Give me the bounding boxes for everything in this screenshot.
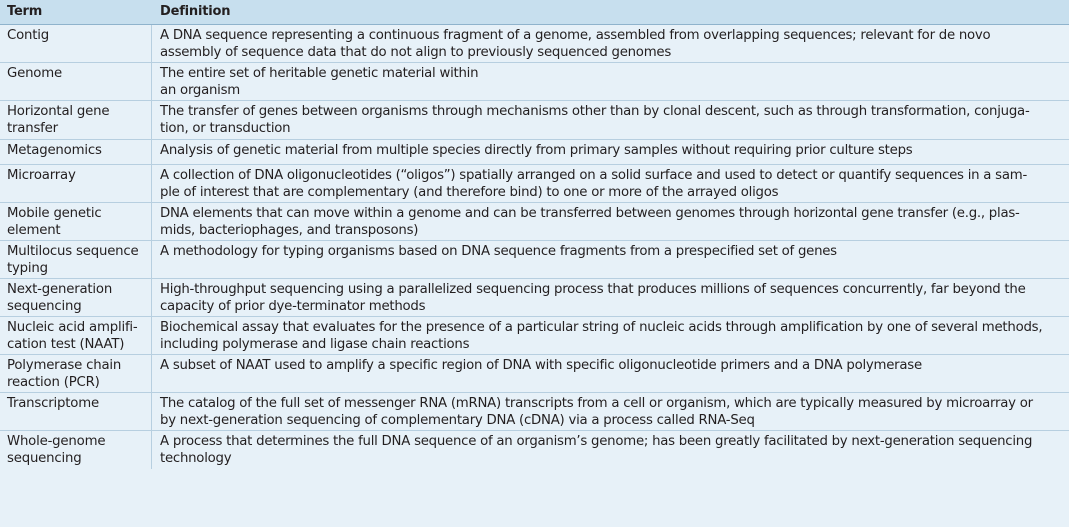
table-row [0, 63, 1069, 101]
definition-cell: A subset of NAAT used to amplify a specific region of DNA with specific oligonucleotide primers and a DNA polymerase [160, 358, 922, 373]
term-cell: Polymerase chain reaction (PCR) [0, 355, 152, 392]
term-cell: Whole-genome sequencing [0, 431, 152, 469]
term-cell: Microarray [0, 165, 152, 202]
term-cell: Nucleic acid amplifi- cation test (NAAT) [0, 317, 152, 354]
table-header [0, 0, 1069, 25]
table-row [0, 355, 1069, 393]
term-cell: Contig [0, 25, 152, 62]
table-row [0, 393, 1069, 431]
definition-cell: The catalog of the full set of messenger RNA (mRNA) transcripts from a cell or organism, which are typically measured by microarray or by next-generation sequencing of complementary DNA (cDNA) via a process called RNA-Seq [160, 396, 1033, 428]
definition-cell: High-throughput sequencing using a parallelized sequencing process that produces millions of sequences concurrently, far beyond the capacity of prior dye-terminator methods [160, 282, 1026, 314]
term-cell: Horizontal gene transfer [0, 101, 152, 139]
definition-column-header: Definition [160, 4, 231, 19]
definition-cell: Biochemical assay that evaluates for the presence of a particular string of nucleic acids through amplification by one of several methods, including polymerase and ligase chain reactions [160, 320, 1043, 352]
table-row [0, 279, 1069, 317]
table-row [0, 431, 1069, 469]
term-cell: Transcriptome [0, 393, 152, 430]
table-row [0, 241, 1069, 279]
term-column-header: Term [7, 4, 43, 19]
term-cell: Metagenomics [0, 140, 152, 164]
table-row [0, 203, 1069, 241]
definition-cell: A methodology for typing organisms based on DNA sequence fragments from a prespecified set of genes [160, 244, 837, 259]
table-row [0, 317, 1069, 355]
table-row [0, 165, 1069, 203]
table-row [0, 25, 1069, 63]
term-cell: Next-generation sequencing [0, 279, 152, 316]
definition-cell: Analysis of genetic material from multiple species directly from primary samples without requiring prior culture steps [160, 143, 913, 158]
definition-cell: A process that determines the full DNA sequence of an organism’s genome; has been greatly facilitated by next-generation sequencing technology [160, 434, 1033, 466]
definition-cell: A collection of DNA oligonucleotides (“oligos”) spatially arranged on a solid surface and used to detect or quantify sequences in a sam- ple of interest that are complementary (and therefore bind) to one or more of the arrayed oligos [160, 168, 1028, 200]
table-row [0, 140, 1069, 165]
definition-cell: The transfer of genes between organisms through mechanisms other than by clonal descent, such as through transformation, conjuga- tion, or transduction [160, 104, 1030, 136]
term-cell: Mobile genetic element [0, 203, 152, 240]
term-cell: Multilocus sequence typing [0, 241, 152, 278]
definition-cell: A DNA sequence representing a continuous fragment of a genome, assembled from overlapping sequences; relevant for de novo assembly of sequence data that do not align to previously sequenced genomes [160, 28, 991, 60]
definition-cell: DNA elements that can move within a genome and can be transferred between genomes through horizontal gene transfer (e.g., plas- mids, bacteriophages, and transposons) [160, 206, 1020, 238]
table-row [0, 101, 1069, 140]
term-cell: Genome [0, 63, 152, 100]
definition-cell: The entire set of heritable genetic material within an organism [160, 66, 479, 98]
